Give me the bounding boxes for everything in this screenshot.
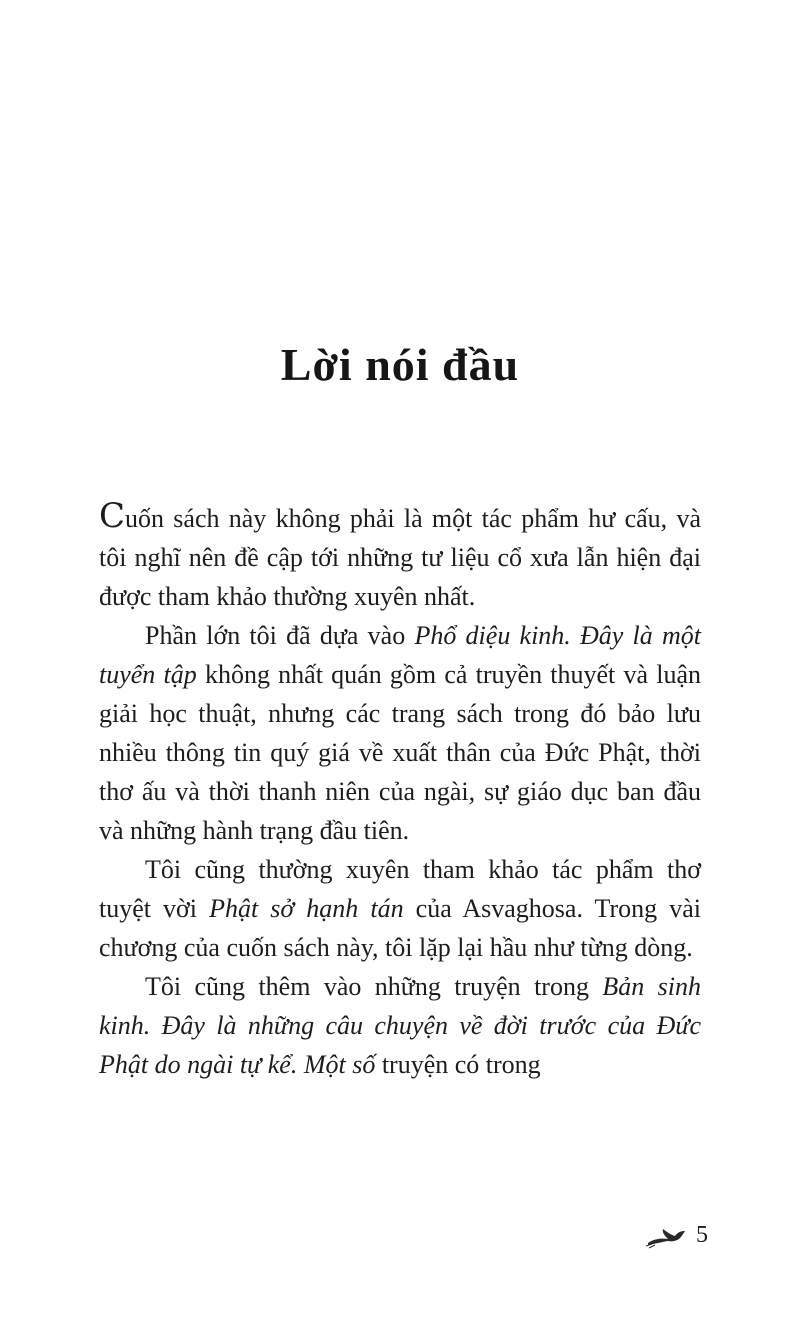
paragraph-lead-letter: C	[99, 496, 126, 536]
body-text	[99, 496, 701, 1084]
bird-flourish-icon	[644, 1223, 688, 1249]
paragraph-text: truyện có trong	[375, 1050, 541, 1079]
paragraph-text: Phần lớn tôi đã dựa vào	[145, 621, 415, 650]
chapter-title: Lời nói đầu	[280, 339, 520, 390]
paragraph-text: Tôi cũng thường xuyên tham khảo tác phẩm thơ tuyệt vời	[99, 855, 701, 923]
paragraph-text: uốn sách này không phải là một tác phẩm hư cấu, và tôi nghĩ nên đề cập tới những tư liệu cổ xưa lẫn hiện đại được tham khảo thường xuyên nhất.	[99, 504, 701, 611]
paragraph	[99, 850, 701, 967]
book-title-italic: Bản sinh kinh. Đây là những câu chuyện về đời trước của Đức Phật do ngài tự kể. Một số	[99, 972, 701, 1079]
paragraph-text: của Asvaghosa. Trong vài chương của cuốn sách này, tôi lặp lại hầu như từng dòng.	[99, 894, 701, 962]
book-title-italic: Phật sở hạnh tán	[209, 894, 404, 923]
paragraph	[99, 496, 701, 616]
page-footer	[644, 1222, 708, 1249]
page-content	[99, 338, 701, 1084]
page-number: 5	[696, 1222, 708, 1248]
paragraph-text: Tôi cũng thêm vào những truyện trong	[145, 972, 603, 1001]
paragraph	[99, 967, 701, 1084]
book-title-italic: Phổ diệu kinh. Đây là một tuyển tập	[99, 621, 701, 689]
paragraph-text: không nhất quán gồm cả truyền thuyết và luận giải học thuật, nhưng các trang sách trong đó bảo lưu nhiều thông tin quý giá về xuất thân của Đức Phật, thời thơ ấu và thời thanh niên của ngài, sự giáo dục ban đầu và những hành trạng đầu tiên.	[99, 660, 701, 845]
paragraph	[99, 616, 701, 850]
